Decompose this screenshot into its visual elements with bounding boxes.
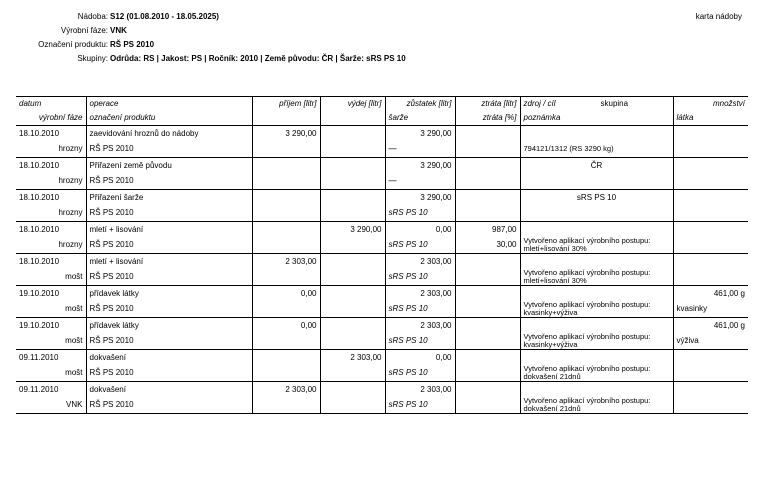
cell-sarze: sRS PS 10 [385,205,455,222]
cell-poznamka: 794121/1312 (RS 3290 kg) [520,141,673,158]
cell-latka [673,205,748,222]
cell-vydej [320,318,385,333]
table-row [16,222,748,237]
header-row-2 [16,111,748,126]
cell-prijem: 2 303,00 [252,254,320,269]
cell-ztrata-pct [455,269,520,286]
header-value: RŠ PS 2010 [110,40,155,49]
cell-ztrata [455,382,520,397]
cell-latka: kvasinky [673,301,748,318]
cell-sarze: sRS PS 10 [385,269,455,286]
cell-datum: 18.10.2010 [19,128,60,138]
cell-ztrata: 987,00 [455,222,520,237]
karta-title: karta nádoby [695,12,742,21]
table-row [16,126,748,141]
cell-zdroj [520,382,673,397]
cell-mnozstvi [673,350,748,365]
table-row-detail [16,301,748,318]
col-zdroj-skupina [520,97,673,111]
header-row-produkt [0,40,766,54]
cell-latka [673,237,748,254]
cell-vydej: 3 290,00 [320,222,385,237]
cell-ztrata [455,190,520,205]
cell-operace: Přiřazení země původu [86,158,252,173]
cell-sarze: sRS PS 10 [385,301,455,318]
cell-latka [673,269,748,286]
cell-produkt: RŠ PS 2010 [86,141,252,158]
col-skupina: skupina [600,99,629,108]
header-label: Označení produktu: [38,40,108,49]
cell-zdroj [520,286,673,301]
cell-latka [673,397,748,414]
cell-datum: 18.10.2010 [19,256,60,266]
cell-poznamka: Vytvořeno aplikací výrobního postupu: dokvašení 21dnů [520,365,673,382]
table-row-detail [16,365,748,382]
cell-zustatek: 0,00 [385,350,455,365]
cell-produkt: RŠ PS 2010 [86,333,252,350]
cell-mnozstvi [673,254,748,269]
table-row-detail [16,173,748,190]
cell-vydej [320,254,385,269]
cell-datum: 18.10.2010 [19,224,60,234]
cell-zdroj [520,318,673,333]
col-faze: výrobní fáze [16,111,86,126]
cell-poznamka [520,173,673,190]
cell-ztrata-pct: 30,00 [455,237,520,254]
table-row [16,382,748,397]
cell-zustatek: 0,00 [385,222,455,237]
header-value: VNK [110,26,127,35]
header-row-faze [0,26,766,40]
header-label: Výrobní fáze: [60,26,108,35]
cell-latka [673,141,748,158]
col-zustatek: zůstatek [litr] [385,97,455,111]
cell-faze: hrozny [16,173,86,190]
header-label: Nádoba: [77,12,108,21]
header-row-1 [16,97,748,111]
cell-zustatek: 2 303,00 [385,286,455,301]
col-vydej: výdej [litr] [320,97,385,111]
cell-poznamka: Vytvořeno aplikací výrobního postupu: mletí+lisování 30% [520,237,673,254]
cell-mnozstvi: 461,00 g [673,318,748,333]
cell-zdroj [520,126,673,141]
cell-ztrata-pct [455,301,520,318]
table-row-detail [16,205,748,222]
cell-ztrata [455,318,520,333]
cell-zdroj [520,222,673,237]
table-row-detail [16,141,748,158]
cell-produkt: RŠ PS 2010 [86,397,252,414]
cell-zdroj [520,254,673,269]
cell-datum: 09.11.2010 [19,384,59,394]
cell-vydej [320,382,385,397]
cell-prijem: 0,00 [252,318,320,333]
cell-latka [673,365,748,382]
cell-sarze: sRS PS 10 [385,397,455,414]
cell-sarze: — [385,141,455,158]
cell-vydej: 2 303,00 [320,350,385,365]
cell-mnozstvi: 461,00 g [673,286,748,301]
table-row [16,350,748,365]
cell-faze: VNK [16,397,86,414]
cell-latka [673,173,748,190]
cell-datum: 19.10.2010 [19,320,60,330]
cell-prijem: 2 303,00 [252,382,320,397]
table-row [16,158,748,173]
cell-faze: hrozny [16,205,86,222]
cell-faze: hrozny [16,237,86,254]
cell-operace: Přiřazení šarže [86,190,252,205]
table-row-detail [16,397,748,414]
cell-faze: mošt [16,269,86,286]
cell-datum: 18.10.2010 [19,160,60,170]
cell-zustatek: 3 290,00 [385,158,455,173]
cell-mnozstvi [673,190,748,205]
cell-poznamka: Vytvořeno aplikací výrobního postupu: kvasinky+výživa [520,301,673,318]
col-zdroj: zdroj / cíl [523,99,556,109]
cell-sarze: — [385,173,455,190]
cell-ztrata-pct [455,397,520,414]
operations-table [16,96,748,414]
cell-ztrata-pct [455,365,520,382]
cell-zustatek: 3 290,00 [385,190,455,205]
cell-mnozstvi [673,382,748,397]
col-poznamka: poznámka [520,111,673,126]
table-body [16,126,748,414]
cell-prijem [252,158,320,173]
header-row-nadoba [0,12,766,26]
col-latka: látka [673,111,748,126]
cell-mnozstvi [673,158,748,173]
col-sarze: šarže [385,111,455,126]
table-row [16,254,748,269]
cell-faze: hrozny [16,141,86,158]
cell-poznamka: Vytvořeno aplikací výrobního postupu: dokvašení 21dnů [520,397,673,414]
cell-faze: mošt [16,365,86,382]
col-operace: operace [86,97,252,111]
cell-sarze: sRS PS 10 [385,333,455,350]
cell-poznamka [520,205,673,222]
cell-vydej [320,158,385,173]
cell-ztrata [455,254,520,269]
cell-vydej [320,286,385,301]
cell-ztrata [455,158,520,173]
cell-ztrata [455,286,520,301]
col-ztrata: ztráta [litr] [455,97,520,111]
document-header [0,12,766,68]
cell-produkt: RŠ PS 2010 [86,365,252,382]
cell-poznamka: Vytvořeno aplikací výrobního postupu: kvasinky+výživa [520,333,673,350]
cell-prijem: 3 290,00 [252,126,320,141]
cell-ztrata-pct [455,141,520,158]
cell-mnozstvi [673,126,748,141]
header-row-skupiny [0,54,766,68]
cell-zustatek: 2 303,00 [385,318,455,333]
cell-faze: mošt [16,301,86,318]
col-ztrata-pct: ztráta [%] [455,111,520,126]
col-produkt: označení produktu [86,111,252,126]
cell-produkt: RŠ PS 2010 [86,237,252,254]
table-row [16,190,748,205]
cell-zdroj [520,350,673,365]
cell-mnozstvi [673,222,748,237]
cell-zustatek: 2 303,00 [385,382,455,397]
cell-zdroj: sRS PS 10 [520,190,673,205]
cell-poznamka: Vytvořeno aplikací výrobního postupu: mletí+lisování 30% [520,269,673,286]
cell-produkt: RŠ PS 2010 [86,205,252,222]
cell-operace: zaevidování hroznů do nádoby [86,126,252,141]
cell-produkt: RŠ PS 2010 [86,301,252,318]
cell-prijem [252,190,320,205]
cell-latka: výživa [673,333,748,350]
cell-zustatek: 2 303,00 [385,254,455,269]
cell-sarze: sRS PS 10 [385,365,455,382]
cell-faze: mošt [16,333,86,350]
cell-ztrata [455,126,520,141]
col-mnozstvi: množství [673,97,748,111]
cell-operace: mletí + lisování [86,254,252,269]
cell-datum: 19.10.2010 [19,288,60,298]
cell-datum: 18.10.2010 [19,192,60,202]
cell-ztrata-pct [455,333,520,350]
cell-ztrata-pct [455,205,520,222]
cell-operace: přídavek látky [86,318,252,333]
cell-vydej [320,126,385,141]
cell-ztrata [455,350,520,365]
header-value: Odrůda: RS | Jakost: PS | Ročník: 2010 | Země původu: ČR | Šarže: sRS PS 10 [110,54,406,63]
cell-ztrata-pct [455,173,520,190]
table-row [16,318,748,333]
cell-datum: 09.11.2010 [19,352,59,362]
cell-zdroj: ČR [520,158,673,173]
cell-vydej [320,190,385,205]
cell-operace: dokvašení [86,350,252,365]
table-row-detail [16,333,748,350]
cell-prijem [252,222,320,237]
table-row-detail [16,269,748,286]
col-prijem: příjem [litr] [252,97,320,111]
header-label: Skupiny: [77,54,108,63]
cell-produkt: RŠ PS 2010 [86,269,252,286]
cell-produkt: RŠ PS 2010 [86,173,252,190]
table-row-detail [16,237,748,254]
header-value: S12 (01.08.2010 - 18.05.2025) [110,12,219,21]
cell-operace: mletí + lisování [86,222,252,237]
cell-prijem [252,350,320,365]
cell-zustatek: 3 290,00 [385,126,455,141]
cell-operace: přídavek látky [86,286,252,301]
table-row [16,286,748,301]
cell-sarze: sRS PS 10 [385,237,455,254]
col-datum: datum [16,97,86,111]
cell-operace: dokvašení [86,382,252,397]
cell-prijem: 0,00 [252,286,320,301]
